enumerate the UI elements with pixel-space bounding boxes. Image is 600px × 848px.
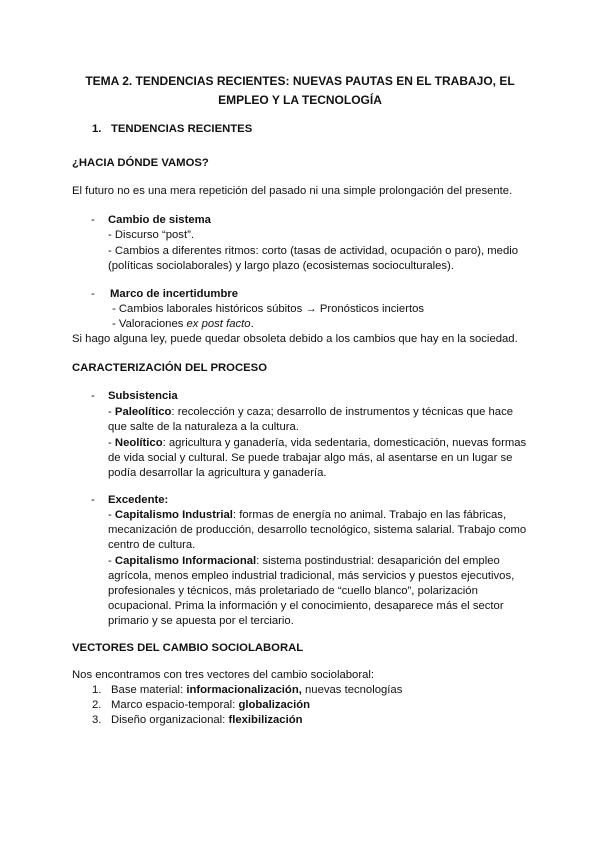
cambio-line-3: (políticas sociolaborales) y largo plazo (ecosistemas socioculturales). [108,260,454,272]
hacia-heading: ¿HACIA DÓNDE VAMOS? [72,157,209,169]
informacional-line-1: - Capitalismo Informacional: sistema postindustrial: desaparición del empleo [108,555,500,567]
neolitico-line-1: - Neolítico: agricultura y ganadería, vida sedentaria, domesticación, nuevas formas [108,437,527,449]
vectores-intro: Nos encontramos con tres vectores del cambio sociolaboral: [72,669,375,681]
cambio-label: Cambio de sistema [108,214,211,226]
hacia-intro: El futuro no es una mera repetición del pasado ni una simple prolongación del presente. [72,185,513,197]
informacional-line-5: primario y se apuesta por el terciario. [108,615,294,627]
industrial-line-2: mecanización de producción, desarrollo tecnológico, sistema salarial. Trabajo como [108,524,527,536]
vector-item-bold: flexibilización [228,714,303,726]
section-1-heading: TENDENCIAS RECIENTES [111,123,253,135]
document-title [70,72,530,110]
marco-line-2 [112,316,254,332]
informacional-label: Capitalismo Informacional [114,555,257,567]
neolitico-label: Neolítico [114,437,163,449]
neolitico-line-3: podía desarrollar la agricultura y ganadería. [108,467,327,479]
informacional-text: : sistema postindustrial: desaparición del empleo [256,555,500,567]
bullet-dash: - [91,494,95,506]
industrial-text: : formas de energía no animal. Trabajo en las fábricas, [232,509,507,521]
marco-line-1: - Cambios laborales históricos súbitos → Pronósticos inciertos [112,303,425,315]
vector-item [111,682,402,698]
neolitico-line-2: de vida social y cultural. Se puede trabajar algo más, al asentarse en un lugar se [108,452,513,464]
marco-line-2-italic: ex post facto [186,318,251,330]
industrial-line-3: centro de cultura. [108,539,196,551]
vector-item-number: 2. [92,699,102,711]
vector-item [111,697,310,713]
cambio-line-1: - Discurso “post”. [108,229,194,241]
caracterizacion-heading: CARACTERIZACIÓN DEL PROCESO [72,362,267,374]
industrial-label: Capitalismo Industrial [114,509,233,521]
section-1-number: 1. [92,123,102,135]
industrial-line-1: - Capitalismo Industrial: formas de energía no animal. Trabajo en las fábricas, [108,509,507,521]
informacional-line-3: profesionales y técnicos, más proletariado de “cuello blanco”, polarización [108,585,478,597]
vectores-heading: VECTORES DEL CAMBIO SOCIOLABORAL [72,642,304,654]
vector-item-bold: globalización [238,699,311,711]
vector-item-post: nuevas tecnologías [301,684,403,696]
vector-item-bold: informacionalización, [186,684,302,696]
bullet-dash: - [91,390,95,402]
hacia-note: Si hago alguna ley, puede quedar obsoleta debido a los cambios que hay en la sociedad. [72,333,518,345]
paleolitico-label: Paleolítico [114,406,172,418]
vector-item-number: 1. [92,684,102,696]
paleolitico-text: : recolección y caza; desarrollo de instrumentos y técnicas que hace [171,406,514,418]
excedente-label: Excedente: [108,494,169,506]
title-line-2: EMPLEO Y LA TECNOLOGÍA [218,93,382,107]
informacional-line-4: ocupacional. Prima la información y el conocimiento, desaparece más el sector [108,600,504,612]
bullet-dash: - [91,214,95,226]
vector-item-pre: Marco espacio-temporal: [111,699,239,711]
cambio-line-2: - Cambios a diferentes ritmos: corto (tasas de actividad, ocupación o paro), medio [108,245,519,257]
bullet-dash: - [91,288,95,300]
vector-item [111,712,303,728]
informacional-line-2: agrícola, menos empleo industrial tradicional, más servicios y puestos ejecutivos, [108,570,515,582]
marco-label: Marco de incertidumbre [110,288,239,300]
marco-line-2-pre: - Valoraciones [112,318,187,330]
vector-item-pre: Base material: [111,684,187,696]
neolitico-text: : agricultura y ganadería, vida sedentaria, domesticación, nuevas formas [162,437,527,449]
marco-line-2-post: . [250,318,254,330]
title-line-1: TEMA 2. TENDENCIAS RECIENTES: NUEVAS PAUTAS EN EL TRABAJO, EL [85,74,515,88]
paleolitico-line-2: que salte de la naturaleza a la cultura. [108,421,299,433]
vector-item-pre: Diseño organizacional: [111,714,229,726]
paleolitico-line-1: - Paleolítico: recolección y caza; desarrollo de instrumentos y técnicas que hace [108,406,514,418]
vector-item-number: 3. [92,714,102,726]
subsistencia-label: Subsistencia [108,390,178,402]
